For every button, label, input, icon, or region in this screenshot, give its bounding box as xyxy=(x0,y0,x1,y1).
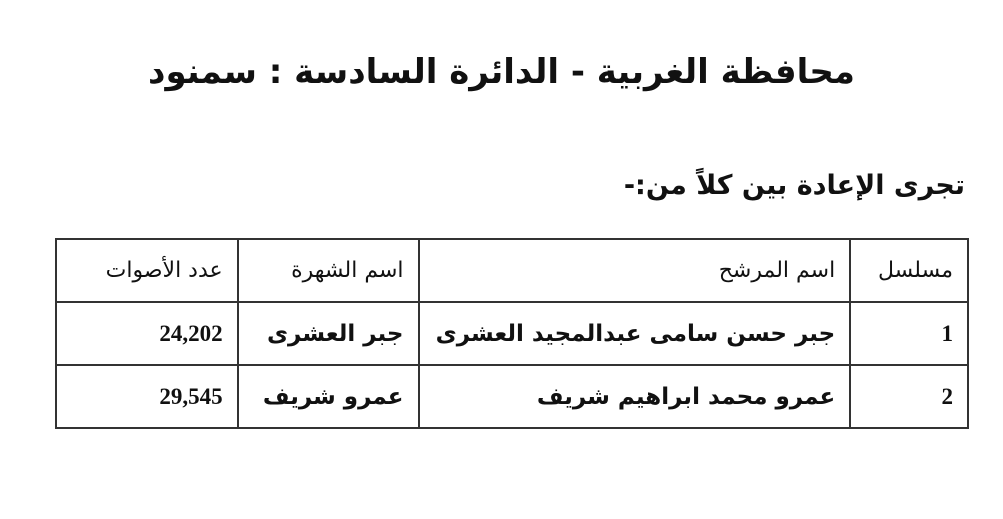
cell-votes: 29,545 xyxy=(56,365,238,428)
header-known-name: اسم الشهرة xyxy=(238,239,419,302)
header-candidate-name: اسم المرشح xyxy=(419,239,851,302)
runoff-subtitle: تجرى الإعادة بين كلاً من:- xyxy=(623,170,965,201)
document-title: محافظة الغربية - الدائرة السادسة : سمنود xyxy=(148,52,855,92)
cell-serial: 1 xyxy=(850,302,968,365)
cell-candidate-name: جبر حسن سامى عبدالمجيد العشرى xyxy=(419,302,851,365)
cell-candidate-name: عمرو محمد ابراهيم شريف xyxy=(419,365,851,428)
cell-known-name: جبر العشرى xyxy=(238,302,419,365)
header-serial: مسلسل xyxy=(850,239,968,302)
runoff-results-table xyxy=(55,238,969,429)
header-votes: عدد الأصوات xyxy=(56,239,238,302)
table-row xyxy=(56,302,968,365)
cell-votes: 24,202 xyxy=(56,302,238,365)
table-row xyxy=(56,365,968,428)
table-header-row xyxy=(56,239,968,302)
cell-serial: 2 xyxy=(850,365,968,428)
cell-known-name: عمرو شريف xyxy=(238,365,419,428)
